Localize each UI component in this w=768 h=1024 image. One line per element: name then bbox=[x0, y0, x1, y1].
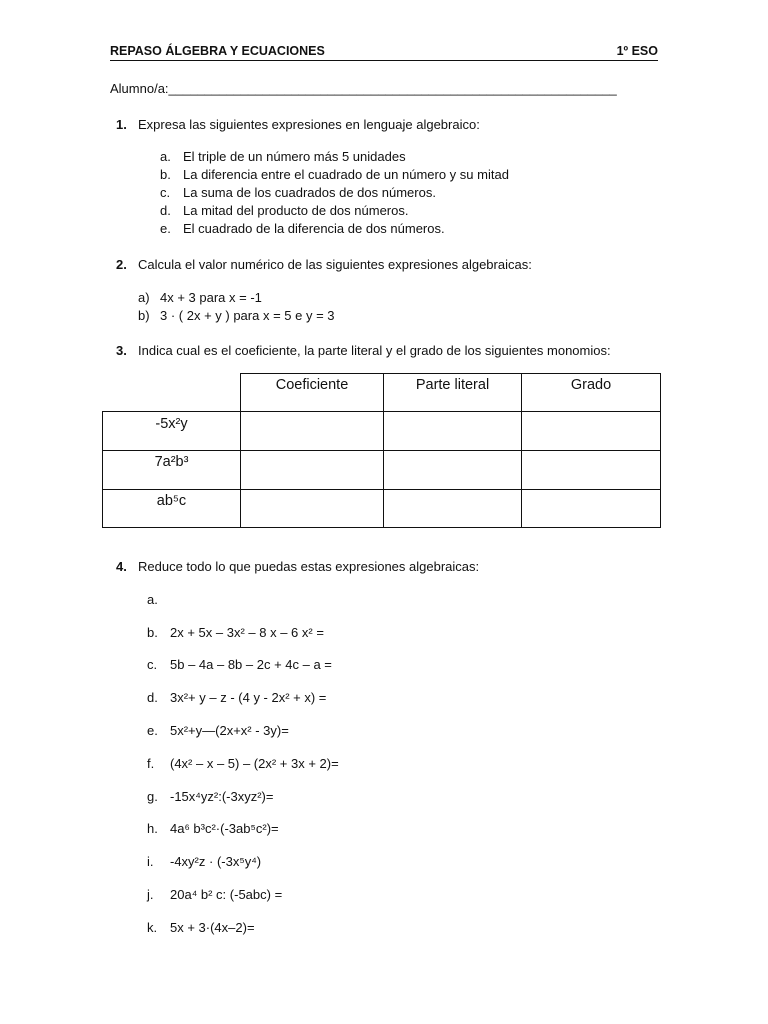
list-item-label: e. bbox=[147, 723, 158, 738]
list-item: 5x²+y—(2x+x² - 3y)= bbox=[170, 723, 289, 738]
question-1-number: 1. bbox=[116, 117, 127, 132]
list-item: El triple de un número más 5 unidades bbox=[183, 149, 406, 164]
list-item: La suma de los cuadrados de dos números. bbox=[183, 185, 436, 200]
answer-cell bbox=[383, 411, 522, 451]
question-3-text: Indica cual es el coeficiente, la parte literal y el grado de los siguientes monomios: bbox=[138, 343, 611, 358]
list-item: 20a⁴ b² c: (-5abc) = bbox=[170, 887, 283, 902]
list-item-label: a) bbox=[138, 290, 150, 305]
list-item: 5x + 3·(4x–2)= bbox=[170, 920, 255, 935]
list-item: 4a⁶ b³c²·(-3ab⁵c²)= bbox=[170, 821, 279, 836]
answer-cell bbox=[240, 489, 384, 528]
answer-cell bbox=[383, 489, 522, 528]
list-item: -4xy²z · (-3x⁵y⁴) bbox=[170, 854, 262, 869]
monomial-label: -5x²y bbox=[155, 416, 188, 432]
monomial-label: ab⁵c bbox=[156, 493, 187, 509]
question-4-text: Reduce todo lo que puedas estas expresiones algebraicas: bbox=[138, 559, 480, 574]
list-item: 5b – 4a – 8b – 2c + 4c – a = bbox=[170, 657, 332, 672]
question-2-text: Calcula el valor numérico de las siguientes expresiones algebraicas: bbox=[138, 257, 532, 272]
list-item-label: j. bbox=[147, 887, 154, 902]
list-item: 3 · ( 2x + y ) para x = 5 e y = 3 bbox=[160, 308, 335, 323]
list-item-label: a. bbox=[147, 592, 158, 607]
list-item-label: b) bbox=[138, 308, 150, 323]
list-item: 4x + 3 para x = -1 bbox=[160, 290, 262, 305]
list-item: 2x + 5x – 3x² – 8 x – 6 x² = bbox=[170, 625, 324, 640]
answer-cell bbox=[521, 411, 661, 451]
answer-cell bbox=[240, 450, 384, 490]
question-3-number: 3. bbox=[116, 343, 127, 358]
answer-cell bbox=[521, 489, 661, 528]
list-item-label: c. bbox=[160, 185, 171, 200]
answer-cell bbox=[240, 411, 384, 451]
monomial-label: 7a²b³ bbox=[154, 454, 189, 470]
question-1-text: Expresa las siguientes expresiones en lenguaje algebraico: bbox=[138, 117, 480, 132]
list-item-label: h. bbox=[147, 821, 158, 836]
document-title: REPASO ÁLGEBRA Y ECUACIONES bbox=[110, 44, 325, 58]
list-item-label: b. bbox=[160, 167, 171, 182]
column-header-coeficiente: Coeficiente bbox=[275, 377, 349, 393]
list-item: (4x² – x – 5) – (2x² + 3x + 2)= bbox=[170, 756, 339, 771]
course-level: 1º ESO bbox=[616, 44, 658, 58]
list-item-label: e. bbox=[160, 221, 171, 236]
list-item-label: a. bbox=[160, 149, 171, 164]
list-item: El cuadrado de la diferencia de dos números. bbox=[183, 221, 445, 236]
document-header bbox=[110, 44, 658, 61]
answer-cell bbox=[383, 450, 522, 490]
list-item: La diferencia entre el cuadrado de un número y su mitad bbox=[183, 167, 509, 182]
list-item-label: d. bbox=[160, 203, 171, 218]
answer-cell bbox=[521, 450, 661, 490]
column-header-grado: Grado bbox=[570, 377, 612, 393]
question-4-number: 4. bbox=[116, 559, 127, 574]
question-2-number: 2. bbox=[116, 257, 127, 272]
list-item: 3x²+ y – z - (4 y - 2x² + x) = bbox=[170, 690, 327, 705]
column-header-parte-literal: Parte literal bbox=[415, 377, 490, 393]
list-item-label: d. bbox=[147, 690, 158, 705]
list-item-label: g. bbox=[147, 789, 158, 804]
list-item-label: k. bbox=[147, 920, 158, 935]
list-item-label: f. bbox=[147, 756, 155, 771]
student-name-line: Alumno/a:______________________________________________________________ bbox=[110, 81, 617, 96]
list-item-label: b. bbox=[147, 625, 158, 640]
list-item: -15x⁴yz²:(-3xyz²)= bbox=[170, 789, 274, 804]
list-item: La mitad del producto de dos números. bbox=[183, 203, 409, 218]
list-item-label: c. bbox=[147, 657, 158, 672]
list-item-label: i. bbox=[147, 854, 154, 869]
